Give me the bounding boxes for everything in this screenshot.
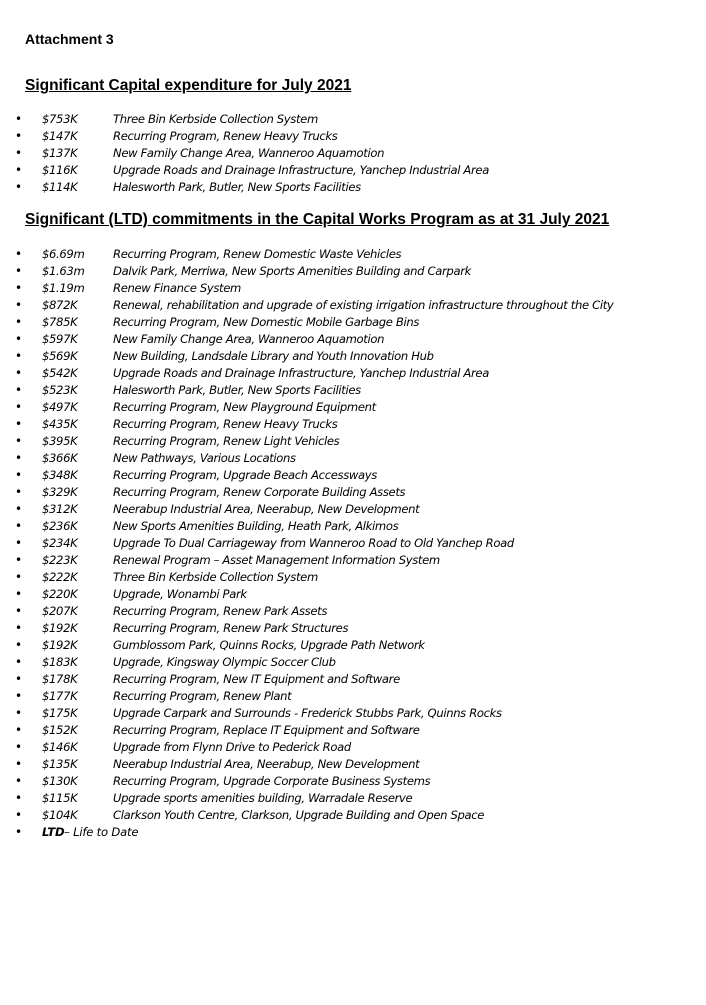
item-description: Recurring Program, Upgrade Beach Accessways	[113, 468, 377, 482]
item-description: Recurring Program, Renew Park Structures	[113, 621, 349, 635]
bullet-icon: •	[15, 146, 23, 160]
bullet-icon: •	[15, 587, 23, 601]
bullet-icon: •	[15, 723, 23, 737]
bullet-icon: •	[15, 808, 23, 822]
bullet-icon: •	[15, 180, 23, 194]
item-description: Upgrade Carpark and Surrounds - Frederick Stubbs Park, Quinns Rocks	[113, 706, 502, 720]
item-amount: $872K	[42, 298, 78, 312]
item-amount: $569K	[42, 349, 78, 363]
bullet-icon: •	[15, 604, 23, 618]
bullet-icon: •	[15, 383, 23, 397]
bullet-icon: •	[15, 757, 23, 771]
bullet-icon: •	[15, 655, 23, 669]
item-description: Neerabup Industrial Area, Neerabup, New Development	[113, 757, 420, 771]
bullet-icon: •	[15, 791, 23, 805]
item-description: Halesworth Park, Butler, New Sports Facilities	[113, 180, 361, 194]
item-description: Halesworth Park, Butler, New Sports Facilities	[113, 383, 361, 397]
item-amount: $542K	[42, 366, 78, 380]
ltd-meaning: – Life to Date	[64, 825, 139, 839]
item-description: Recurring Program, New Domestic Mobile Garbage Bins	[113, 315, 420, 329]
item-amount: $1.19m	[42, 281, 85, 295]
item-description: Upgrade Roads and Drainage Infrastructure, Yanchep Industrial Area	[113, 163, 489, 177]
item-amount: $597K	[42, 332, 78, 346]
bullet-icon: •	[15, 163, 23, 177]
item-description: Upgrade Roads and Drainage Infrastructure, Yanchep Industrial Area	[113, 366, 489, 380]
item-description: Recurring Program, Renew Heavy Trucks	[113, 417, 338, 431]
item-amount: $177K	[42, 689, 78, 703]
bullet-icon: •	[15, 264, 23, 278]
item-amount: $130K	[42, 774, 78, 788]
bullet-icon: •	[15, 129, 23, 143]
item-description: Three Bin Kerbside Collection System	[113, 570, 318, 584]
bullet-icon: •	[15, 825, 23, 839]
attachment-label: Attachment 3	[25, 31, 114, 47]
bullet-icon: •	[15, 315, 23, 329]
item-amount: $115K	[42, 791, 78, 805]
section2-heading: Significant (LTD) commitments in the Capital Works Program as at 31 July 2021	[25, 211, 610, 228]
item-description: Dalvik Park, Merriwa, New Sports Amenities Building and Carpark	[113, 264, 471, 278]
bullet-icon: •	[15, 485, 23, 499]
item-amount: $753K	[42, 112, 78, 126]
bullet-icon: •	[15, 434, 23, 448]
bullet-icon: •	[15, 638, 23, 652]
item-description: Gumblossom Park, Quinns Rocks, Upgrade Path Network	[113, 638, 425, 652]
bullet-icon: •	[15, 468, 23, 482]
item-description: Recurring Program, New Playground Equipment	[113, 400, 376, 414]
item-description: New Family Change Area, Wanneroo Aquamotion	[113, 146, 385, 160]
item-amount: $366K	[42, 451, 78, 465]
bullet-icon: •	[15, 298, 23, 312]
item-amount: $395K	[42, 434, 78, 448]
item-amount: $137K	[42, 146, 78, 160]
item-amount: $135K	[42, 757, 78, 771]
item-description: Renewal Program – Asset Management Information System	[113, 553, 440, 567]
item-description: Upgrade sports amenities building, Warradale Reserve	[113, 791, 413, 805]
bullet-icon: •	[15, 570, 23, 584]
bullet-icon: •	[15, 400, 23, 414]
item-description: Recurring Program, Renew Heavy Trucks	[113, 129, 338, 143]
bullet-icon: •	[15, 774, 23, 788]
item-description: Recurring Program, Upgrade Corporate Business Systems	[113, 774, 431, 788]
item-amount: $234K	[42, 536, 78, 550]
item-description: Upgrade To Dual Carriageway from Wanneroo Road to Old Yanchep Road	[113, 536, 514, 550]
item-amount: $152K	[42, 723, 78, 737]
bullet-icon: •	[15, 672, 23, 686]
item-amount: $104K	[42, 808, 78, 822]
item-description: New Building, Landsdale Library and Youth Innovation Hub	[113, 349, 434, 363]
item-amount: $192K	[42, 638, 78, 652]
bullet-icon: •	[15, 417, 23, 431]
item-amount: $435K	[42, 417, 78, 431]
section1-heading: Significant Capital expenditure for July 2021	[25, 77, 352, 94]
bullet-icon: •	[15, 281, 23, 295]
bullet-icon: •	[15, 519, 23, 533]
item-description: New Pathways, Various Locations	[113, 451, 296, 465]
item-amount: $220K	[42, 587, 78, 601]
item-description: Upgrade from Flynn Drive to Pederick Road	[113, 740, 351, 754]
bullet-icon: •	[15, 451, 23, 465]
ltd-abbreviation: LTD	[42, 825, 65, 839]
item-amount: $116K	[42, 163, 78, 177]
item-amount: $146K	[42, 740, 78, 754]
item-description: New Family Change Area, Wanneroo Aquamotion	[113, 332, 385, 346]
item-amount: $348K	[42, 468, 78, 482]
item-amount: $183K	[42, 655, 78, 669]
bullet-icon: •	[15, 706, 23, 720]
item-amount: $1.63m	[42, 264, 85, 278]
bullet-icon: •	[15, 502, 23, 516]
item-amount: $785K	[42, 315, 78, 329]
item-amount: $6.69m	[42, 247, 85, 261]
bullet-icon: •	[15, 366, 23, 380]
item-amount: $497K	[42, 400, 78, 414]
item-amount: $312K	[42, 502, 78, 516]
item-description: Recurring Program, Renew Park Assets	[113, 604, 328, 618]
item-description: Renewal, rehabilitation and upgrade of existing irrigation infrastructure throughout the City	[113, 298, 614, 312]
item-amount: $223K	[42, 553, 78, 567]
item-description: Three Bin Kerbside Collection System	[113, 112, 318, 126]
item-description: Recurring Program, New IT Equipment and Software	[113, 672, 400, 686]
item-amount: $236K	[42, 519, 78, 533]
item-description: Renew Finance System	[113, 281, 241, 295]
item-amount: $175K	[42, 706, 78, 720]
bullet-icon: •	[15, 332, 23, 346]
item-amount: $114K	[42, 180, 78, 194]
item-description: Recurring Program, Replace IT Equipment and Software	[113, 723, 420, 737]
bullet-icon: •	[15, 621, 23, 635]
item-description: Clarkson Youth Centre, Clarkson, Upgrade Building and Open Space	[113, 808, 485, 822]
item-description: Recurring Program, Renew Corporate Building Assets	[113, 485, 406, 499]
item-description: New Sports Amenities Building, Heath Park, Alkimos	[113, 519, 399, 533]
bullet-icon: •	[15, 247, 23, 261]
item-amount: $192K	[42, 621, 78, 635]
item-amount: $178K	[42, 672, 78, 686]
bullet-icon: •	[15, 349, 23, 363]
bullet-icon: •	[15, 689, 23, 703]
bullet-icon: •	[15, 536, 23, 550]
bullet-icon: •	[15, 553, 23, 567]
item-description: Recurring Program, Renew Light Vehicles	[113, 434, 340, 448]
item-description: Recurring Program, Renew Domestic Waste Vehicles	[113, 247, 402, 261]
item-amount: $207K	[42, 604, 78, 618]
item-amount: $147K	[42, 129, 78, 143]
item-description: Neerabup Industrial Area, Neerabup, New Development	[113, 502, 420, 516]
item-description: Recurring Program, Renew Plant	[113, 689, 292, 703]
bullet-icon: •	[15, 112, 23, 126]
item-amount: $222K	[42, 570, 78, 584]
item-description: Upgrade, Wonambi Park	[113, 587, 247, 601]
item-amount: $329K	[42, 485, 78, 499]
item-amount: $523K	[42, 383, 78, 397]
item-description: Upgrade, Kingsway Olympic Soccer Club	[113, 655, 336, 669]
bullet-icon: •	[15, 740, 23, 754]
